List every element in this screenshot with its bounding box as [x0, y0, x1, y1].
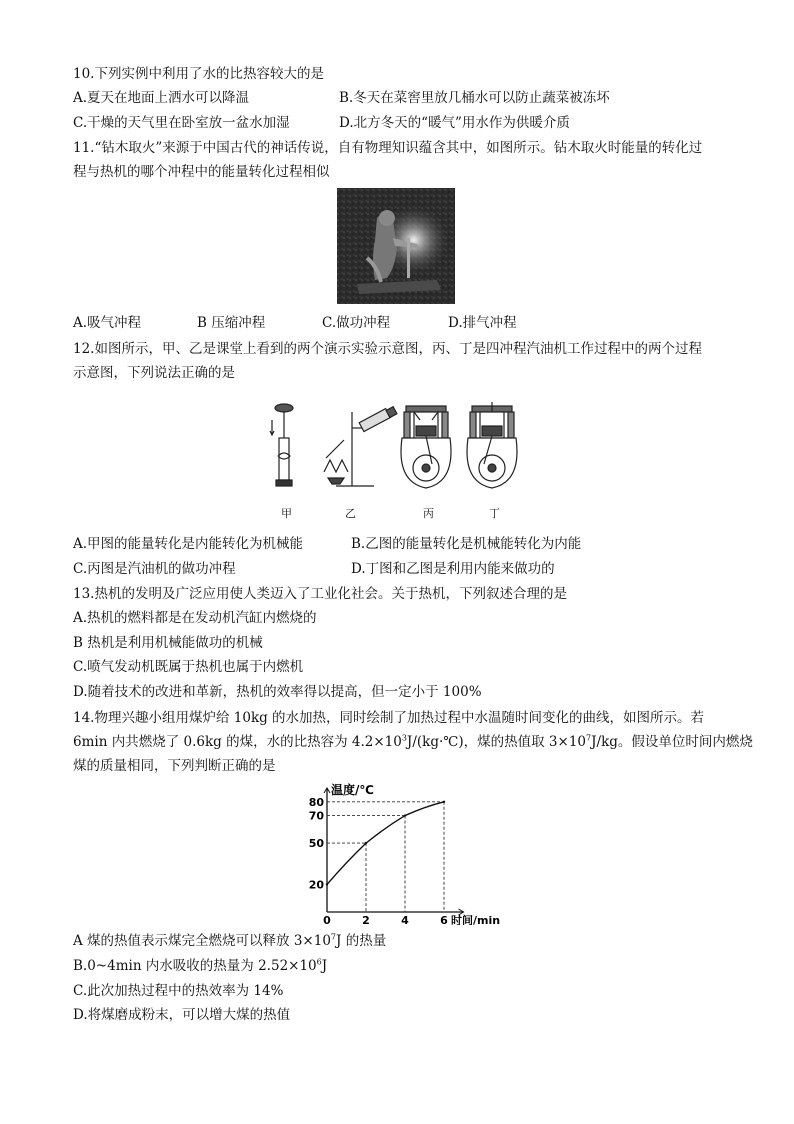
q10-option-c: C.干燥的天气里在卧室放一盆水加湿: [73, 115, 290, 131]
caption-yi: 乙: [345, 507, 356, 520]
y-tick-label: 80: [308, 795, 324, 809]
figure-yi-steam-tube: [324, 407, 397, 486]
q10-option-a: A.夏天在地面上洒水可以降温: [73, 90, 250, 106]
q14-option-c: C.此次加热过程中的热效率为 14%: [73, 983, 284, 999]
q13-option-c: C.喷气发动机既属于热机也属于内燃机: [73, 659, 304, 675]
q14-stem-line1: 14.物理兴趣小组用煤炉给 10kg 的水加热，同时绘制了加热过程中水温随时间变化的曲线，如图所示。若: [73, 710, 705, 726]
q13-option-d: D.随着技术的改进和革新，热机的效率得以提高，但一定小于 100%: [73, 684, 482, 700]
q13-stem: 13.热机的发明及广泛应用使人类迈入了工业化社会。关于热机，下列叙述合理的是: [73, 586, 567, 602]
drilling-wood-fire-photo: [337, 188, 455, 304]
data-point: [443, 801, 445, 803]
x-tick-label: 4: [401, 914, 409, 925]
q12-figures: [264, 398, 534, 498]
q11-stem-line1: 11.“钻木取火”来源于中国古代的神话传说，自有物理知识蕴含其中，如图所示。钻木取火时能量的转化过: [73, 140, 703, 156]
x-tick-label: 2: [362, 914, 370, 925]
q11-option-c: C.做功冲程: [322, 315, 391, 331]
y-axis-label: 温度/℃: [331, 783, 374, 797]
q14-option-a: A 煤的热值表示煤完全燃烧可以释放 $3\times 10^7J$ 的热量: [73, 932, 387, 949]
figure-ding-engine-stroke: [467, 402, 517, 488]
q11-option-b: B 压缩冲程: [197, 315, 266, 331]
q10-stem: 10.下列实例中利用了水的比热容较大的是: [73, 66, 324, 82]
figure-jia-air-compression: [270, 404, 293, 486]
data-point: [326, 883, 328, 885]
x-axis-label: 时间/min: [451, 914, 500, 925]
caption-jia: 甲: [281, 507, 292, 520]
q10-option-d: D.北方冬天的“暖气”用水作为供暖介质: [339, 115, 570, 131]
q12-option-c: C.丙图是汽油机的做功冲程: [73, 561, 236, 577]
q14-stem-line2: 6min 内共燃烧了 0.6kg 的煤，水的比热容为 $4.2\times 10^3J/(kg\cdot℃)$，煤的热值取 $3\times 10^7J/kg$。假设单位时间内燃烧: [73, 733, 753, 750]
q12-option-a: A.甲图的能量转化是内能转化为机械能: [73, 536, 304, 552]
caption-ding: 丁: [489, 507, 500, 520]
caption-bing: 丙: [423, 507, 434, 520]
q13-option-a: A.热机的燃料都是在发动机汽缸内燃烧的: [73, 610, 317, 626]
y-tick-label: 50: [308, 837, 324, 851]
q11-option-a: A.吸气冲程: [73, 315, 142, 331]
q11-stem-line2: 程与热机的哪个冲程中的能量转化过程相似: [73, 164, 330, 180]
x-tick-label: 6: [440, 914, 448, 925]
q12-option-d: D.丁图和乙图是利用内能来做功的: [351, 561, 555, 577]
q14-option-d: D.将煤磨成粉末，可以增大煤的热值: [73, 1007, 291, 1023]
figure-bing-engine-stroke: [401, 406, 451, 488]
data-point: [404, 814, 406, 816]
y-tick-label: 20: [308, 878, 324, 892]
q13-option-b: B 热机是利用机械能做功的机械: [73, 635, 263, 651]
q10-option-b: B.冬天在菜窖里放几桶水可以防止蔬菜被冻坏: [339, 90, 610, 106]
y-tick-label: 70: [308, 809, 324, 823]
data-point: [365, 842, 367, 844]
q12-option-b: B.乙图的能量转化是机械能转化为内能: [351, 536, 582, 552]
q14-stem-line3: 煤的质量相同，下列判断正确的是: [73, 758, 276, 774]
q12-stem-line1: 12.如图所示，甲、乙是课堂上看到的两个演示实验示意图，丙、丁是四冲程汽油机工作过程中的两个过程: [73, 341, 702, 357]
temperature-time-chart: [300, 780, 500, 925]
q11-option-d: D.排气冲程: [448, 315, 517, 331]
q14-option-b: B.0~4min 内水吸收的热量为 $2.52\times 10^6J$: [73, 957, 328, 974]
x-tick-label: 0: [323, 914, 331, 925]
q12-stem-line2: 示意图，下列说法正确的是: [73, 365, 235, 381]
